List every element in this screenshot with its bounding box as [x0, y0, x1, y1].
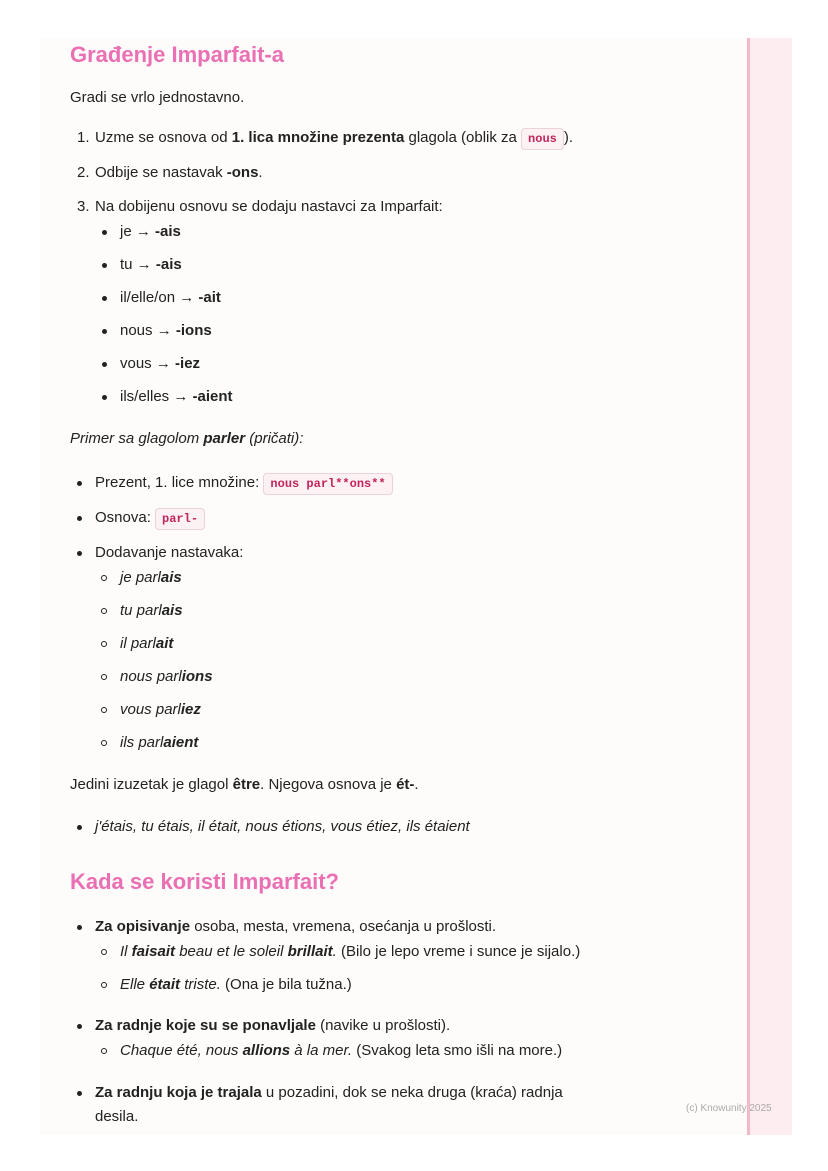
ex-verb: brillait [287, 943, 333, 960]
ending-item [95, 254, 730, 276]
conj-stem: ils parl [120, 734, 164, 751]
step-number: 2. [77, 164, 90, 181]
intro-text: Gradi se vrlo jednostavno. [70, 89, 245, 106]
endings-list [95, 221, 730, 408]
conjugation-item [95, 666, 730, 688]
usage-examples [95, 1040, 730, 1062]
bullet-circle [101, 707, 107, 713]
usage-bold: Za opisivanje [95, 918, 191, 935]
example-item [70, 472, 730, 495]
ex-fr: Il [120, 943, 132, 960]
ending: -ions [175, 322, 212, 339]
ending: -ais [155, 256, 182, 273]
conj-stem: il parl [120, 635, 156, 652]
copyright-footer: (c) Knowunity 2025 [686, 1103, 772, 1114]
conjugation-item [95, 732, 730, 754]
bullet-dot [102, 329, 107, 334]
usage-bold: Za radnje koje su se ponavljale [95, 1017, 316, 1034]
ending-item [95, 320, 730, 342]
etre-forms-item [70, 816, 730, 838]
bullet-dot [102, 362, 107, 367]
step-item [70, 196, 730, 408]
ending: -aient [192, 388, 233, 405]
ending-item [95, 353, 730, 375]
step-text: glagola (oblik za [404, 129, 522, 146]
usage-list [70, 916, 730, 1129]
steps-list [70, 127, 730, 408]
conj-ending: ait [155, 635, 174, 652]
document-content [70, 38, 730, 1129]
bullet-dot [77, 825, 82, 830]
usage-item [70, 1081, 730, 1129]
exception-part: . [414, 776, 419, 793]
usage-example [95, 1040, 730, 1062]
ending-item [95, 221, 730, 243]
conjugation-item [95, 633, 730, 655]
exception-stem: ét- [396, 776, 415, 793]
ending-item [95, 386, 730, 408]
example-list [70, 472, 730, 754]
pronoun: vous → [120, 355, 176, 372]
ex-verb: allions [242, 1042, 291, 1059]
ex-fr: . [332, 943, 337, 960]
conjugation-list [95, 567, 730, 754]
conj-ending: ais [161, 602, 183, 619]
bullet-circle [101, 575, 107, 581]
conjugation-item [95, 567, 730, 589]
step-text: Na dobijenu osnovu se dodaju nastavci za Imparfait: [95, 198, 443, 215]
ex-fr: à la mer. [290, 1042, 353, 1059]
bullet-dot [77, 516, 82, 521]
step-item [70, 127, 730, 150]
ending-item [95, 287, 730, 309]
etre-forms: j'étais, tu étais, il était, nous étions, vous étiez, ils étaient [95, 818, 470, 835]
ex-verb: faisait [131, 943, 176, 960]
example-item [70, 507, 730, 530]
usage-example [95, 974, 730, 996]
bullet-circle [101, 641, 107, 647]
ex-translation: (Bilo je lepo vreme i sunce je sijalo.) [336, 943, 581, 960]
usage-text: desila. [95, 1108, 139, 1125]
usage-bold: Za radnju koja je trajala [95, 1084, 262, 1101]
example-intro [70, 428, 730, 450]
conj-stem: je parl [120, 569, 161, 586]
step-bold: -ons [226, 164, 259, 181]
ex-fr: Chaque été, nous [120, 1042, 243, 1059]
pronoun: ils/elles → [120, 388, 193, 405]
usage-example [95, 941, 730, 963]
pronoun: nous → [120, 322, 176, 339]
etre-list [70, 816, 730, 838]
margin-band [747, 38, 792, 1135]
section-title-usage: Kada se koristi Imparfait? [70, 869, 339, 894]
bullet-dot [77, 551, 82, 556]
exception-part: Jedini izuzetak je glagol [70, 776, 233, 793]
exception-part: . Njegova osnova je [260, 776, 397, 793]
step-bold: 1. lica množine prezenta [231, 129, 405, 146]
bullet-circle [101, 608, 107, 614]
pronoun: tu → [120, 256, 156, 273]
code-stem: parl- [155, 508, 205, 530]
bullet-dot [77, 1091, 82, 1096]
bullet-dot [102, 296, 107, 301]
stem-label: Osnova: [95, 509, 156, 526]
ex-fr: beau et le soleil [175, 943, 288, 960]
code-present: nous parl**ons** [263, 473, 392, 495]
usage-item [70, 1015, 730, 1062]
conj-stem: tu parl [120, 602, 162, 619]
ending: -iez [175, 355, 201, 372]
present-label: Prezent, 1. lice množine: [95, 474, 264, 491]
usage-examples [95, 941, 730, 996]
margin-line [747, 38, 750, 1135]
example-item [70, 542, 730, 754]
exception-verb: être [232, 776, 261, 793]
bullet-dot [77, 925, 82, 930]
adding-label: Dodavanje nastavaka: [95, 544, 244, 561]
step-number: 1. [77, 129, 90, 146]
step-text: Uzme se osnova od [95, 129, 232, 146]
bullet-dot [102, 263, 107, 268]
ex-translation: (Ona je bila tužna.) [220, 976, 352, 993]
example-text: (pričati): [245, 430, 304, 447]
ending: -ait [198, 289, 221, 306]
conj-ending: ais [160, 569, 182, 586]
section-title-building: Građenje Imparfait-a [70, 42, 284, 67]
step-number: 3. [77, 198, 90, 215]
step-text: Odbije se nastavak [95, 164, 227, 181]
ex-verb: était [149, 976, 181, 993]
exception-text [70, 774, 730, 796]
ex-fr: Elle [120, 976, 150, 993]
ex-fr: triste. [180, 976, 221, 993]
bullet-dot [77, 1024, 82, 1029]
bullet-circle [101, 949, 107, 955]
bullet-circle [101, 982, 107, 988]
bullet-circle [101, 740, 107, 746]
usage-item [70, 916, 730, 996]
step-text: . [258, 164, 263, 181]
bullet-circle [101, 674, 107, 680]
usage-text: (navike u prošlosti). [315, 1017, 451, 1034]
pronoun: je → [120, 223, 156, 240]
usage-text: osoba, mesta, vremena, osećanja u prošlosti. [190, 918, 497, 935]
ex-translation: (Svakog leta smo išli na more.) [352, 1042, 563, 1059]
example-verb: parler [203, 430, 246, 447]
conj-ending: aient [163, 734, 199, 751]
code-nous: nous [521, 128, 564, 150]
conj-stem: nous parl [120, 668, 182, 685]
bullet-dot [77, 481, 82, 486]
example-text: Primer sa glagolom [70, 430, 204, 447]
bullet-circle [101, 1048, 107, 1054]
conj-ending: ions [181, 668, 213, 685]
bullet-dot [102, 395, 107, 400]
ending: -ais [155, 223, 181, 240]
conj-stem: vous parl [120, 701, 181, 718]
step-item [70, 162, 730, 184]
conjugation-item [95, 600, 730, 622]
conjugation-item [95, 699, 730, 721]
usage-text: u pozadini, dok se neka druga (kraća) radnja [261, 1084, 563, 1101]
step-text: ). [563, 129, 574, 146]
bullet-dot [102, 230, 107, 235]
pronoun: il/elle/on → [120, 289, 199, 306]
conj-ending: iez [180, 701, 201, 718]
